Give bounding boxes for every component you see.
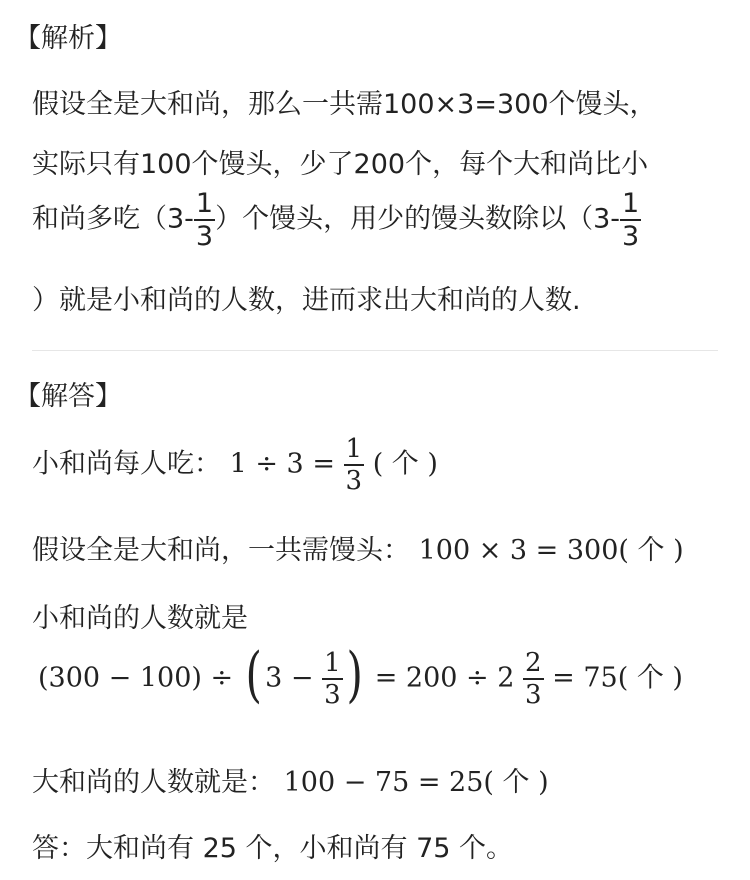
answer-step-5 (32, 760, 549, 799)
answer-step-4 (38, 640, 683, 710)
fraction (322, 650, 343, 708)
fraction-denominator: 3 (324, 680, 341, 710)
right-paren: ) (346, 640, 363, 710)
analysis-line-4: ）就是小和尚的人数，进而求出大和尚的人数. (32, 285, 581, 316)
fraction (194, 190, 215, 250)
analysis-line-3 (32, 190, 641, 250)
step-math: = 200 ÷ 2 (374, 662, 515, 694)
step-math: = 75( 个 ) (552, 662, 683, 694)
fraction-numerator: 2 (525, 648, 542, 678)
fraction-numerator: 1 (345, 434, 363, 464)
step-math: 100 × 3 = 300( 个 ) (418, 535, 684, 566)
step-text: 大和尚的人数就是： (32, 767, 275, 798)
fraction (344, 436, 365, 494)
step-math: 1 ÷ 3 = (229, 448, 335, 480)
answer-heading: 【解答】 (14, 381, 122, 412)
analysis-line-3-start: 和尚多吃（3- (32, 203, 194, 235)
analysis-line-1: 假设全是大和尚，那么一共需100×3=300个馒头， (32, 89, 657, 120)
fraction-denominator: 3 (622, 221, 640, 252)
fraction (523, 650, 544, 708)
analysis-line-3-mid: ）个馒头，用少的馒头数除以（3- (215, 203, 621, 235)
step-text: 假设全是大和尚，一共需馒头： (32, 535, 410, 566)
left-paren: ( (245, 640, 262, 710)
fraction-denominator: 3 (345, 466, 363, 496)
fraction-denominator: 3 (195, 221, 214, 252)
fraction-numerator: 1 (324, 648, 341, 678)
answer-final: 答：大和尚有 25 个，小和尚有 75 个。 (32, 833, 514, 864)
step-math: 3 − (265, 662, 314, 694)
step-math: 100 − 75 = 25( 个 ) (283, 767, 549, 798)
step-unit: ( 个 ) (372, 448, 438, 480)
section-divider (32, 350, 718, 351)
answer-step-2 (32, 528, 684, 567)
step-math: (300 − 100) ÷ (38, 662, 234, 694)
fraction (620, 190, 641, 250)
answer-step-1 (32, 436, 438, 494)
answer-step-3: 小和尚的人数就是 (32, 603, 248, 634)
analysis-heading: 【解析】 (14, 23, 122, 54)
fraction-denominator: 3 (525, 680, 542, 710)
analysis-line-2: 实际只有100个馒头，少了200个，每个大和尚比小 (32, 149, 649, 180)
step-text: 小和尚每人吃： (32, 448, 221, 480)
fraction-numerator: 1 (195, 188, 214, 219)
fraction-numerator: 1 (622, 188, 640, 219)
